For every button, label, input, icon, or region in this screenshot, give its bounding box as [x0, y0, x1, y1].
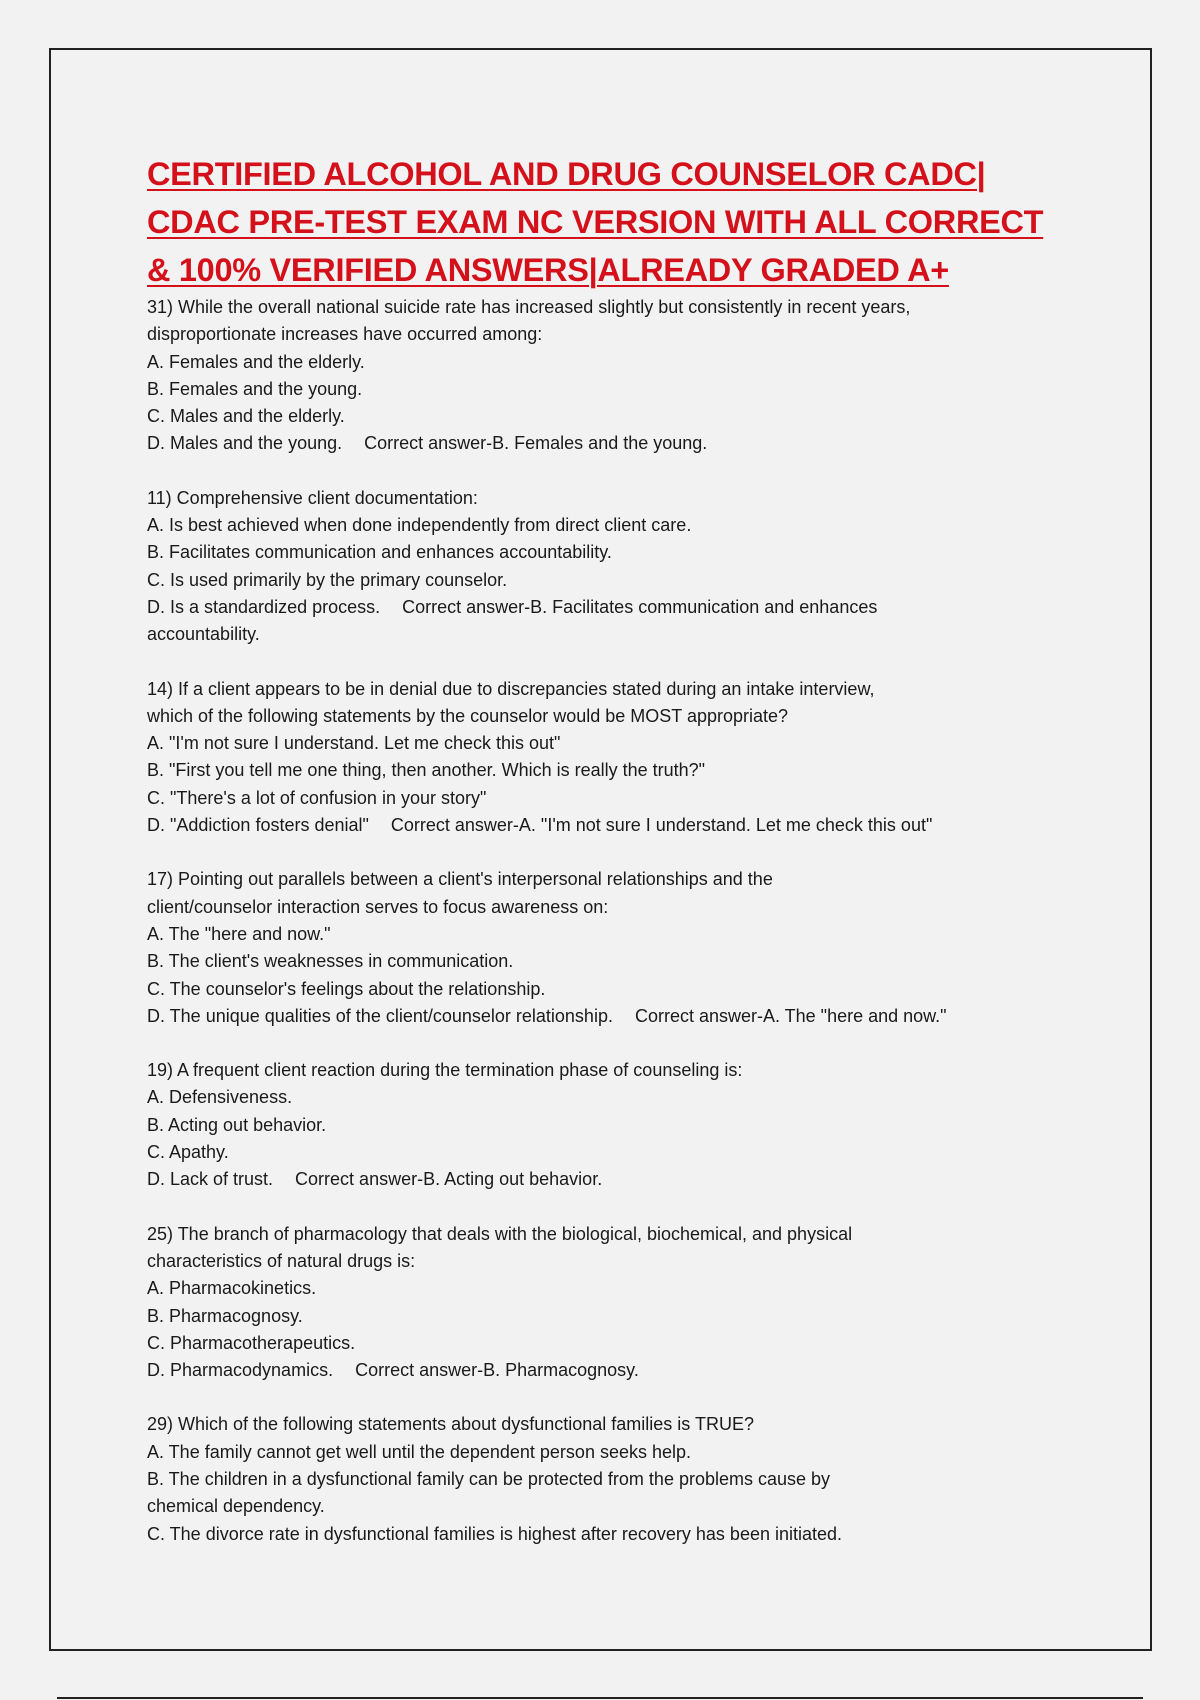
last-option-row: [147, 1357, 1117, 1384]
question-block: [147, 485, 1117, 649]
answer-option: A. The "here and now.": [147, 923, 331, 944]
correct-answer: Correct answer-B. Pharmacognosy.: [355, 1360, 639, 1381]
answer-option: C. The divorce rate in dysfunctional families is highest after recovery has been initiated.: [147, 1523, 843, 1544]
answer-option: C. The counselor's feelings about the relationship.: [147, 978, 546, 999]
document-content: [147, 150, 1117, 1575]
correct-answer: Correct answer-A. "I'm not sure I understand. Let me check this out": [390, 815, 933, 836]
answer-option: D. Pharmacodynamics.: [147, 1360, 334, 1381]
question-block: [147, 1411, 1117, 1547]
answer-option: D. "Addiction fosters denial": [147, 815, 369, 836]
question-block: [147, 1057, 1117, 1193]
answer-option: C. Males and the elderly.: [147, 406, 345, 427]
answer-option: C. Pharmacotherapeutics.: [147, 1332, 356, 1353]
answer-option: B. Facilitates communication and enhances accountability.: [147, 542, 612, 563]
answer-option: C. Apathy.: [147, 1142, 229, 1163]
answer-option: B. Females and the young.: [147, 378, 363, 399]
answer-option: chemical dependency.: [147, 1496, 325, 1517]
correct-answer: Correct answer-B. Facilitates communication and enhances: [402, 596, 878, 617]
question-stem: 14) If a client appears to be in denial due to discrepancies stated during an intake interview,: [147, 678, 875, 699]
answer-option: D. Is a standardized process.: [147, 596, 381, 617]
last-option-row: [147, 1003, 1117, 1030]
last-option-row: [147, 594, 1117, 621]
answer-option: A. Is best achieved when done independently from direct client care.: [147, 515, 692, 536]
last-option-row: [147, 1166, 1117, 1193]
question-stem: 11) Comprehensive client documentation:: [147, 487, 478, 508]
correct-answer: Correct answer-A. The "here and now.": [634, 1005, 947, 1026]
question-stem: 31) While the overall national suicide rate has increased slightly but consistently in recent years,: [147, 297, 911, 317]
page-bottom-rule: [57, 1697, 1143, 1699]
question-stem: disproportionate increases have occurred among:: [147, 324, 543, 345]
last-option-row: [147, 430, 1117, 457]
correct-answer: Correct answer-B. Acting out behavior.: [295, 1169, 603, 1190]
question-block: [147, 866, 1117, 1030]
answer-option: D. The unique qualities of the client/counselor relationship.: [147, 1005, 613, 1026]
answer-option: B. The children in a dysfunctional family can be protected from the problems cause by: [147, 1468, 831, 1489]
page-frame: [49, 48, 1152, 1651]
title-line: CERTIFIED ALCOHOL AND DRUG COUNSELOR CADC|: [147, 156, 986, 192]
question-stem: 19) A frequent client reaction during the termination phase of counseling is:: [147, 1060, 743, 1081]
answer-option: B. The client's weaknesses in communication.: [147, 951, 514, 972]
correct-answer: Correct answer-B. Females and the young.: [364, 433, 708, 454]
question-stem: which of the following statements by the counselor would be MOST appropriate?: [147, 705, 789, 726]
question-block: [147, 294, 1117, 458]
question-list: [147, 294, 1117, 1548]
answer-option: A. Pharmacokinetics.: [147, 1278, 317, 1299]
answer-option: A. The family cannot get well until the dependent person seeks help.: [147, 1441, 692, 1462]
document-title: [147, 150, 1117, 294]
question-stem: 17) Pointing out parallels between a client's interpersonal relationships and the: [147, 869, 773, 890]
question-block: [147, 676, 1117, 840]
question-stem: characteristics of natural drugs is:: [147, 1250, 416, 1271]
last-option-row: [147, 812, 1117, 839]
question-stem: 29) Which of the following statements about dysfunctional families is TRUE?: [147, 1414, 754, 1435]
answer-option: A. "I'm not sure I understand. Let me check this out": [147, 733, 561, 754]
question-stem: client/counselor interaction serves to focus awareness on:: [147, 896, 609, 917]
answer-option: A. Females and the elderly.: [147, 351, 365, 372]
answer-option: D. Males and the young.: [147, 433, 343, 454]
answer-option: B. Acting out behavior.: [147, 1114, 327, 1135]
correct-answer-continued: accountability.: [147, 624, 260, 645]
answer-option: B. "First you tell me one thing, then another. Which is really the truth?": [147, 760, 706, 781]
answer-option: D. Lack of trust.: [147, 1169, 274, 1190]
answer-option: B. Pharmacognosy.: [147, 1305, 303, 1326]
answer-option: C. Is used primarily by the primary counselor.: [147, 569, 508, 590]
title-line: & 100% VERIFIED ANSWERS|ALREADY GRADED A+: [147, 252, 949, 288]
question-block: [147, 1221, 1117, 1385]
title-line: CDAC PRE-TEST EXAM NC VERSION WITH ALL CORRECT: [147, 204, 1044, 240]
question-stem: 25) The branch of pharmacology that deals with the biological, biochemical, and physical: [147, 1223, 853, 1244]
answer-option: C. "There's a lot of confusion in your story": [147, 787, 487, 808]
answer-option: A. Defensiveness.: [147, 1087, 293, 1108]
